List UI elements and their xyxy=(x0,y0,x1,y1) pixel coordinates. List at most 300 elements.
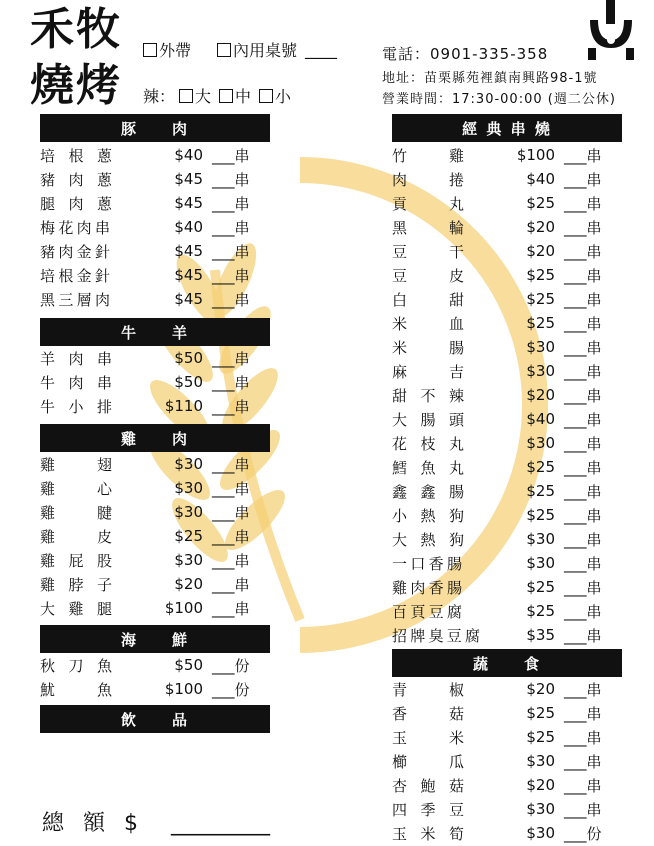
menu-item[interactable] xyxy=(392,383,622,407)
menu-item-price: $25 xyxy=(526,578,555,596)
total-blank[interactable]: _________ xyxy=(170,811,270,836)
menu-item[interactable] xyxy=(392,287,622,311)
menu-item-price: $25 xyxy=(526,704,555,722)
menu-item-price: $25 xyxy=(526,266,555,284)
quantity-line[interactable]: ___ xyxy=(564,146,587,165)
menu-item-unit: 串 xyxy=(234,527,250,546)
menu-item-unit: 串 xyxy=(586,626,602,645)
menu-item-unit: 串 xyxy=(586,530,602,549)
quantity-blank[interactable] xyxy=(212,574,250,595)
menu-item-unit: 串 xyxy=(234,503,250,522)
section-header-classic xyxy=(392,114,622,142)
quantity-line[interactable]: ___ xyxy=(564,506,587,525)
quantity-blank[interactable] xyxy=(212,193,250,214)
menu-item-unit: 串 xyxy=(586,704,602,723)
menu-item-price: $50 xyxy=(174,349,203,367)
quantity-line[interactable]: ___ xyxy=(564,242,587,261)
menu-item-price: $30 xyxy=(526,800,555,818)
menu-item[interactable] xyxy=(392,407,622,431)
menu-item[interactable] xyxy=(40,500,270,524)
menu-item[interactable] xyxy=(40,524,270,548)
spice-small-checkbox[interactable] xyxy=(259,89,273,103)
menu-item-unit: 份 xyxy=(586,824,602,843)
menu-item[interactable] xyxy=(392,701,622,725)
menu-item-name: 小 熱 狗 xyxy=(392,506,464,525)
menu-item-unit: 串 xyxy=(586,458,602,477)
brand-line-2: 燒烤 xyxy=(30,60,122,111)
menu-item-price: $25 xyxy=(526,506,555,524)
menu-item[interactable] xyxy=(392,359,622,383)
business-hours: 營業時間：17:30-00:00 (週二公休) xyxy=(382,92,616,107)
quantity-line[interactable]: ___ xyxy=(212,218,235,237)
menu-item[interactable] xyxy=(40,572,270,596)
menu-item-name: 玉 米 xyxy=(392,728,464,747)
menu-item[interactable] xyxy=(40,548,270,572)
menu-item-price: $25 xyxy=(526,602,555,620)
menu-item-price: $20 xyxy=(526,776,555,794)
menu-item-unit: 串 xyxy=(586,146,602,165)
menu-item-name: 竹 雞 xyxy=(392,146,464,165)
menu-item-price: $20 xyxy=(526,218,555,236)
quantity-line[interactable]: ___ xyxy=(212,656,235,675)
menu-item[interactable] xyxy=(40,167,270,191)
quantity-blank[interactable] xyxy=(564,727,602,748)
menu-item-price: $25 xyxy=(526,728,555,746)
menu-item-name: 腿 肉 蔥 xyxy=(40,194,112,213)
quantity-blank[interactable] xyxy=(564,601,602,622)
menu-item-unit: 串 xyxy=(234,373,250,392)
menu-item-price: $45 xyxy=(174,194,203,212)
table-number-blank[interactable]: ____ xyxy=(305,40,338,59)
menu-item-price: $30 xyxy=(526,530,555,548)
quantity-line[interactable]: ___ xyxy=(564,266,587,285)
menu-item-unit: 串 xyxy=(586,434,602,453)
quantity-line[interactable]: ___ xyxy=(212,503,235,522)
menu-item[interactable] xyxy=(40,452,270,476)
menu-item-unit: 份 xyxy=(234,680,250,699)
quantity-line[interactable]: ___ xyxy=(564,218,587,237)
quantity-line[interactable]: ___ xyxy=(564,626,587,645)
menu-item[interactable] xyxy=(40,143,270,167)
menu-item-name: 麻 吉 xyxy=(392,362,464,381)
menu-item-price: $30 xyxy=(174,551,203,569)
quantity-blank[interactable] xyxy=(564,799,602,820)
menu-item[interactable] xyxy=(40,653,270,677)
menu-item-name: 四 季 豆 xyxy=(392,800,464,819)
menu-item-name: 培 根 蔥 xyxy=(40,146,112,165)
menu-item-name: 培 根 金 針 xyxy=(40,266,112,285)
menu-item-unit: 串 xyxy=(586,194,602,213)
menu-item-price: $20 xyxy=(526,242,555,260)
dine-in-option[interactable] xyxy=(217,38,337,61)
menu-item-unit: 串 xyxy=(586,728,602,747)
quantity-line[interactable]: ___ xyxy=(212,680,235,699)
quantity-blank[interactable] xyxy=(564,457,602,478)
menu-item-unit: 串 xyxy=(586,362,602,381)
quantity-blank[interactable] xyxy=(212,526,250,547)
spice-medium-checkbox[interactable] xyxy=(219,89,233,103)
section-header-seafood xyxy=(40,625,270,653)
quantity-line[interactable]: ___ xyxy=(564,170,587,189)
quantity-line[interactable]: ___ xyxy=(212,527,235,546)
quantity-blank[interactable] xyxy=(564,823,602,844)
menu-item[interactable] xyxy=(40,394,270,418)
quantity-line[interactable]: ___ xyxy=(212,146,235,165)
menu-item-unit: 串 xyxy=(586,506,602,525)
quantity-blank[interactable] xyxy=(564,505,602,526)
menu-item-name: 鱈 魚 丸 xyxy=(392,458,464,477)
menu-item-name: 玉 米 筍 xyxy=(392,824,464,843)
takeout-label: 外帶 xyxy=(159,41,192,60)
quantity-line[interactable]: ___ xyxy=(212,455,235,474)
menu-item-name: 黑 輪 xyxy=(392,218,464,237)
menu-item-price: $40 xyxy=(174,146,203,164)
menu-item-price: $100 xyxy=(164,680,203,698)
quantity-line[interactable]: ___ xyxy=(564,194,587,213)
menu-item-price: $30 xyxy=(526,554,555,572)
menu-item[interactable] xyxy=(392,725,622,749)
menu-item-unit: 串 xyxy=(586,266,602,285)
menu-item-name: 白 甜 xyxy=(392,290,464,309)
menu-item-name: 青 椒 xyxy=(392,680,464,699)
menu-item-unit: 串 xyxy=(234,266,250,285)
address: 地址：苗栗縣苑裡鎮南興路98-1號 xyxy=(382,71,598,86)
quantity-blank[interactable] xyxy=(212,217,250,238)
menu-item[interactable] xyxy=(392,479,622,503)
menu-item[interactable] xyxy=(392,239,622,263)
quantity-line[interactable]: ___ xyxy=(212,266,235,285)
menu-item-name: 香 菇 xyxy=(392,704,464,723)
menu-item-price: $40 xyxy=(526,170,555,188)
quantity-blank[interactable] xyxy=(564,679,602,700)
quantity-line[interactable]: ___ xyxy=(564,314,587,333)
menu-item-price: $50 xyxy=(174,373,203,391)
dine-in-label: 內用桌號 xyxy=(233,41,298,60)
menu-item-price: $45 xyxy=(174,170,203,188)
quantity-blank[interactable] xyxy=(212,145,250,166)
quantity-blank[interactable] xyxy=(564,193,602,214)
menu-item-name: 甜 不 辣 xyxy=(392,386,464,405)
menu-item-unit: 串 xyxy=(586,290,602,309)
quantity-blank[interactable] xyxy=(564,145,602,166)
menu-item-unit: 串 xyxy=(586,554,602,573)
section-header-beef xyxy=(40,318,270,346)
quantity-blank[interactable] xyxy=(564,577,602,598)
quantity-line[interactable]: ___ xyxy=(564,680,587,699)
quantity-blank[interactable] xyxy=(212,598,250,619)
quantity-blank[interactable] xyxy=(564,169,602,190)
quantity-blank[interactable] xyxy=(564,337,602,358)
takeout-checkbox[interactable] xyxy=(143,43,157,57)
menu-item-name: 招 牌 臭 豆 腐 xyxy=(392,626,482,645)
quantity-line[interactable]: ___ xyxy=(212,290,235,309)
quantity-line[interactable]: ___ xyxy=(212,479,235,498)
menu-item[interactable] xyxy=(40,596,270,620)
menu-item[interactable] xyxy=(40,215,270,239)
quantity-line[interactable]: ___ xyxy=(564,704,587,723)
menu-item-unit: 串 xyxy=(234,349,250,368)
quantity-blank[interactable] xyxy=(212,372,250,393)
spice-small-label: 小 xyxy=(275,87,292,106)
quantity-blank[interactable] xyxy=(564,751,602,772)
menu-item[interactable] xyxy=(40,476,270,500)
menu-item-name: 雞 心 xyxy=(40,479,112,498)
menu-item-name: 大 雞 腿 xyxy=(40,599,112,618)
menu-item[interactable] xyxy=(392,455,622,479)
quantity-line[interactable]: ___ xyxy=(564,776,587,795)
spice-large-checkbox[interactable] xyxy=(179,89,193,103)
menu-item-unit: 串 xyxy=(234,146,250,165)
menu-item[interactable] xyxy=(392,677,622,701)
menu-item-unit: 串 xyxy=(586,578,602,597)
menu-item-unit: 串 xyxy=(234,242,250,261)
menu-item-unit: 串 xyxy=(234,575,250,594)
menu-item-price: $25 xyxy=(526,458,555,476)
menu-item-unit: 串 xyxy=(586,800,602,819)
menu-item[interactable] xyxy=(40,346,270,370)
quantity-line[interactable]: ___ xyxy=(564,752,587,771)
menu-item-name: 米 血 xyxy=(392,314,464,333)
quantity-line[interactable]: ___ xyxy=(564,530,587,549)
quantity-blank[interactable] xyxy=(212,679,250,700)
menu-item[interactable] xyxy=(392,311,622,335)
quantity-blank[interactable] xyxy=(212,550,250,571)
section-header-pork xyxy=(40,114,270,142)
quantity-line[interactable]: ___ xyxy=(212,349,235,368)
menu-item-unit: 串 xyxy=(586,170,602,189)
menu-item[interactable] xyxy=(40,370,270,394)
quantity-line[interactable]: ___ xyxy=(212,373,235,392)
menu-item-name: 雞 腱 xyxy=(40,503,112,522)
menu-item[interactable] xyxy=(392,503,622,527)
menu-item-price: $100 xyxy=(516,146,555,164)
quantity-blank[interactable] xyxy=(212,655,250,676)
quantity-blank[interactable] xyxy=(564,409,602,430)
menu-item[interactable] xyxy=(392,623,622,647)
quantity-line[interactable]: ___ xyxy=(212,242,235,261)
takeout-option[interactable] xyxy=(143,38,191,61)
quantity-line[interactable]: ___ xyxy=(564,482,587,501)
menu-item-unit: 串 xyxy=(586,338,602,357)
menu-item-price: $45 xyxy=(174,266,203,284)
menu-item[interactable] xyxy=(392,215,622,239)
quantity-line[interactable]: ___ xyxy=(564,554,587,573)
menu-item-name: 豬 肉 金 針 xyxy=(40,242,112,261)
menu-item-name: 貢 丸 xyxy=(392,194,464,213)
section-header-chicken xyxy=(40,424,270,452)
quantity-line[interactable]: ___ xyxy=(564,800,587,819)
quantity-line[interactable]: ___ xyxy=(564,410,587,429)
quantity-line[interactable]: ___ xyxy=(212,551,235,570)
section-title: 雞 肉 xyxy=(120,429,189,448)
spice-level xyxy=(143,84,291,107)
menu-item-price: $20 xyxy=(174,575,203,593)
menu-item-name: 大 腸 頭 xyxy=(392,410,464,429)
quantity-line[interactable]: ___ xyxy=(212,397,235,416)
section-title: 經 典 串 燒 xyxy=(462,119,552,138)
menu-item[interactable] xyxy=(392,551,622,575)
quantity-line[interactable]: ___ xyxy=(564,578,587,597)
menu-item-name: 一 口 香 腸 xyxy=(392,554,464,573)
menu-item-price: $30 xyxy=(526,434,555,452)
menu-item-price: $45 xyxy=(174,242,203,260)
menu-item[interactable] xyxy=(392,335,622,359)
menu-item-name: 杏 鮑 菇 xyxy=(392,776,464,795)
menu-item-name: 羊 肉 串 xyxy=(40,349,112,368)
quantity-blank[interactable] xyxy=(564,361,602,382)
quantity-line[interactable]: ___ xyxy=(212,194,235,213)
quantity-blank[interactable] xyxy=(212,396,250,417)
total-label: 總 額 $ xyxy=(42,811,144,836)
menu-item-unit: 串 xyxy=(586,314,602,333)
quantity-line[interactable]: ___ xyxy=(564,728,587,747)
menu-item-price: $50 xyxy=(174,656,203,674)
menu-item-price: $25 xyxy=(526,290,555,308)
menu-item-unit: 份 xyxy=(234,656,250,675)
quantity-blank[interactable] xyxy=(564,313,602,334)
menu-item-unit: 串 xyxy=(234,455,250,474)
quantity-blank[interactable] xyxy=(564,553,602,574)
section-title: 牛 羊 xyxy=(120,323,189,342)
quantity-line[interactable]: ___ xyxy=(564,290,587,309)
menu-item-price: $30 xyxy=(174,455,203,473)
quantity-line[interactable]: ___ xyxy=(564,602,587,621)
phone: 電話：0901-335-358 xyxy=(382,45,549,63)
menu-item-unit: 串 xyxy=(586,218,602,237)
quantity-blank[interactable] xyxy=(564,241,602,262)
menu-item-unit: 串 xyxy=(234,599,250,618)
menu-item-name: 魷 魚 xyxy=(40,680,112,699)
menu-item-name: 牛 小 排 xyxy=(40,397,112,416)
menu-item[interactable] xyxy=(40,677,270,701)
menu-item[interactable] xyxy=(392,263,622,287)
menu-item[interactable] xyxy=(392,143,622,167)
menu-item-price: $40 xyxy=(174,218,203,236)
menu-item[interactable] xyxy=(392,575,622,599)
quantity-blank[interactable] xyxy=(564,265,602,286)
quantity-blank[interactable] xyxy=(564,625,602,646)
quantity-blank[interactable] xyxy=(212,289,250,310)
menu-item-name: 大 熱 狗 xyxy=(392,530,464,549)
menu-item-price: $30 xyxy=(526,752,555,770)
menu-item-price: $100 xyxy=(164,599,203,617)
quantity-line[interactable]: ___ xyxy=(564,824,587,843)
spice-label: 辣： xyxy=(143,87,176,106)
menu-item-price: $30 xyxy=(174,479,203,497)
menu-item-price: $30 xyxy=(526,338,555,356)
menu-item-unit: 串 xyxy=(234,218,250,237)
menu-item[interactable] xyxy=(392,191,622,215)
quantity-blank[interactable] xyxy=(564,217,602,238)
menu-item-price: $110 xyxy=(164,397,203,415)
quantity-blank[interactable] xyxy=(212,169,250,190)
quantity-blank[interactable] xyxy=(564,433,602,454)
menu-item-price: $30 xyxy=(174,503,203,521)
quantity-blank[interactable] xyxy=(564,289,602,310)
menu-item-name: 豆 皮 xyxy=(392,266,464,285)
menu-item[interactable] xyxy=(392,599,622,623)
menu-item-price: $35 xyxy=(526,626,555,644)
quantity-blank[interactable] xyxy=(212,265,250,286)
section-header-veg xyxy=(392,649,622,677)
section-title: 豚 肉 xyxy=(120,119,189,138)
total-amount[interactable] xyxy=(42,806,270,837)
section-header-drinks xyxy=(40,705,270,733)
menu-item-unit: 串 xyxy=(234,397,250,416)
menu-item-unit: 串 xyxy=(586,680,602,699)
menu-item-name: 鑫 鑫 腸 xyxy=(392,482,464,501)
menu-item[interactable] xyxy=(392,821,622,845)
menu-item[interactable] xyxy=(392,527,622,551)
quantity-line[interactable]: ___ xyxy=(564,338,587,357)
fork-icon xyxy=(584,0,640,62)
menu-item-price: $25 xyxy=(526,482,555,500)
menu-item[interactable] xyxy=(392,773,622,797)
menu-item[interactable] xyxy=(392,749,622,773)
menu-item[interactable] xyxy=(40,287,270,311)
menu-item-name: 牛 肉 串 xyxy=(40,373,112,392)
quantity-blank[interactable] xyxy=(564,775,602,796)
menu-item-name: 梅 花 肉 串 xyxy=(40,218,112,237)
menu-item-unit: 串 xyxy=(586,386,602,405)
menu-item-unit: 串 xyxy=(586,482,602,501)
quantity-line[interactable]: ___ xyxy=(564,434,587,453)
menu-item-unit: 串 xyxy=(586,602,602,621)
menu-item[interactable] xyxy=(392,167,622,191)
quantity-blank[interactable] xyxy=(212,241,250,262)
section-title: 飲 品 xyxy=(120,710,189,729)
menu-item-name: 雞 翅 xyxy=(40,455,112,474)
quantity-blank[interactable] xyxy=(212,454,250,475)
menu-item-unit: 串 xyxy=(234,194,250,213)
menu-item[interactable] xyxy=(40,239,270,263)
menu-item[interactable] xyxy=(392,797,622,821)
quantity-blank[interactable] xyxy=(564,385,602,406)
menu-item-unit: 串 xyxy=(586,752,602,771)
quantity-line[interactable]: ___ xyxy=(564,362,587,381)
dine-in-checkbox[interactable] xyxy=(217,43,231,57)
quantity-blank[interactable] xyxy=(212,502,250,523)
spice-medium-label: 中 xyxy=(235,87,252,106)
menu-item-name: 黑 三 層 肉 xyxy=(40,290,112,309)
menu-item-name: 雞 屁 股 xyxy=(40,551,112,570)
quantity-blank[interactable] xyxy=(212,348,250,369)
menu-item-price: $25 xyxy=(174,527,203,545)
menu-item-price: $45 xyxy=(174,290,203,308)
quantity-blank[interactable] xyxy=(564,481,602,502)
quantity-blank[interactable] xyxy=(564,529,602,550)
menu-item-name: 雞 皮 xyxy=(40,527,112,546)
quantity-line[interactable]: ___ xyxy=(564,458,587,477)
quantity-blank[interactable] xyxy=(564,703,602,724)
menu-item[interactable] xyxy=(392,431,622,455)
quantity-line[interactable]: ___ xyxy=(212,170,235,189)
quantity-line[interactable]: ___ xyxy=(212,599,235,618)
menu-item-price: $40 xyxy=(526,410,555,428)
quantity-line[interactable]: ___ xyxy=(564,386,587,405)
menu-item-unit: 串 xyxy=(234,290,250,309)
menu-item-price: $30 xyxy=(526,362,555,380)
quantity-blank[interactable] xyxy=(212,478,250,499)
menu-item[interactable] xyxy=(40,263,270,287)
menu-item-unit: 串 xyxy=(234,170,250,189)
menu-item-unit: 串 xyxy=(234,479,250,498)
quantity-line[interactable]: ___ xyxy=(212,575,235,594)
menu-item[interactable] xyxy=(40,191,270,215)
menu-item-name: 花 枝 丸 xyxy=(392,434,464,453)
menu-item-name: 百 頁 豆 腐 xyxy=(392,602,464,621)
menu-item-price: $25 xyxy=(526,314,555,332)
